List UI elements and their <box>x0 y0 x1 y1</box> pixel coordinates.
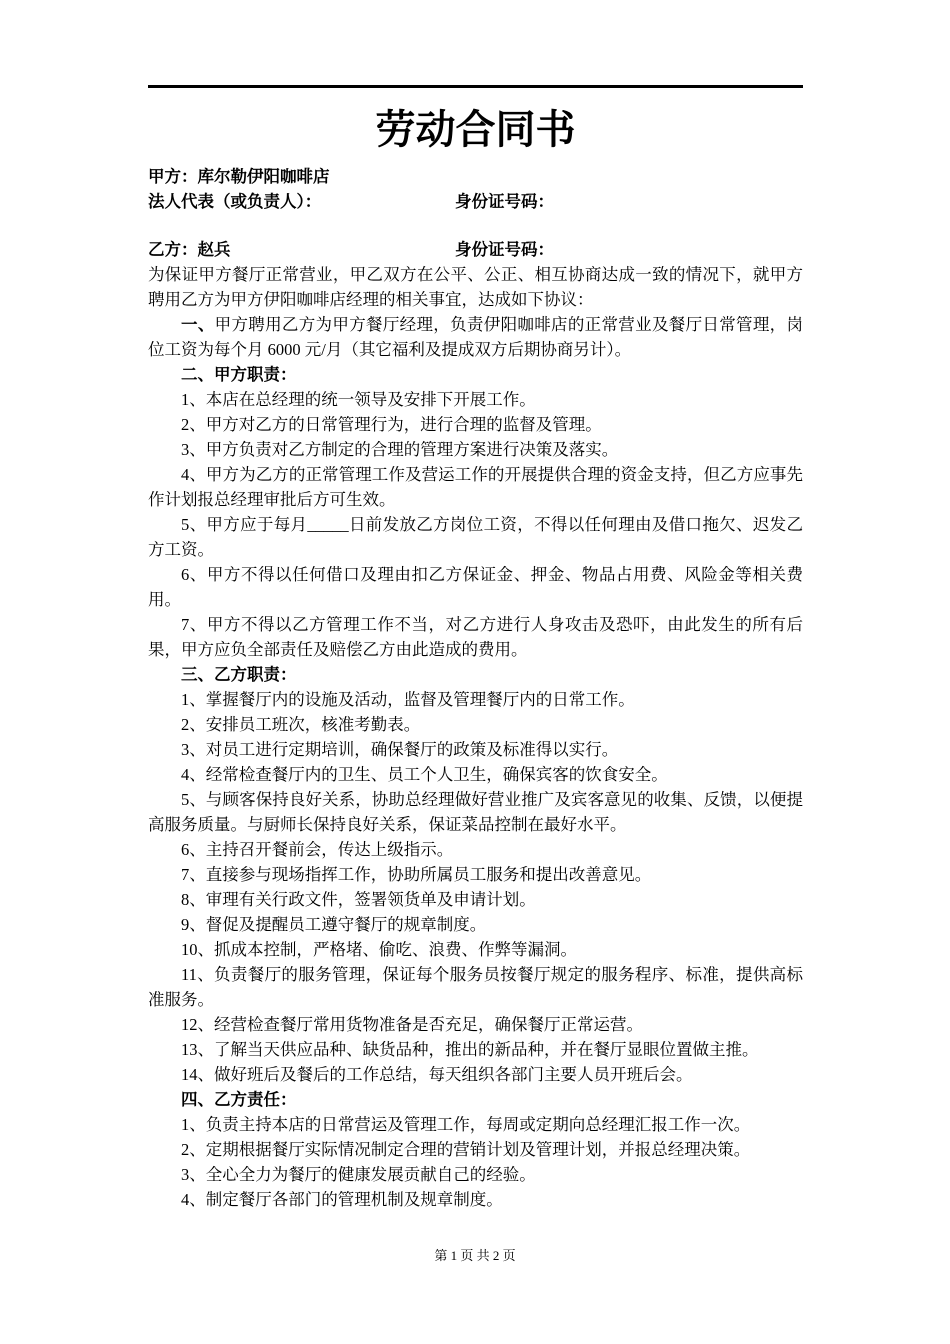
contract-item: 2、甲方对乙方的日常管理行为，进行合理的监督及管理。 <box>181 415 602 434</box>
clause-1-number: 一、 <box>181 315 215 334</box>
section-4-items <box>148 1112 803 1212</box>
legal-rep-line <box>148 189 803 214</box>
contract-item: 14、做好班后及餐后的工作总结，每天组织各部门主要人员开班后会。 <box>181 1065 693 1084</box>
section-2-items <box>148 387 803 662</box>
contract-item: 13、了解当天供应品种、缺货品种，推出的新品种，并在餐厅显眼位置做主推。 <box>181 1040 759 1059</box>
contract-item: 5、甲方应于每月_____日前发放乙方岗位工资，不得以任何理由及借口拖欠、迟发乙方工资。 <box>148 515 803 559</box>
id-number-b-label: 身份证号码： <box>455 240 554 259</box>
contract-item: 6、甲方不得以任何借口及理由扣乙方保证金、押金、物品占用费、风险金等相关费用。 <box>148 565 803 609</box>
section-2-heading: 二、甲方职责： <box>181 365 297 384</box>
section-4-heading: 四、乙方责任： <box>181 1090 297 1109</box>
header-rule <box>148 85 803 88</box>
contract-item: 12、经营检查餐厅常用货物准备是否充足，确保餐厅正常运营。 <box>181 1015 643 1034</box>
contract-item: 4、制定餐厅各部门的管理机制及规章制度。 <box>181 1190 503 1209</box>
clause-1 <box>148 312 803 362</box>
contract-item: 2、定期根据餐厅实际情况制定合理的营销计划及管理计划，并报总经理决策。 <box>181 1140 751 1159</box>
contract-item: 7、甲方不得以乙方管理工作不当，对乙方进行人身攻击及恐吓，由此发生的所有后果，甲方应负全部责任及赔偿乙方由此造成的费用。 <box>148 615 803 659</box>
contract-item: 4、甲方为乙方的正常管理工作及营运工作的开展提供合理的资金支持，但乙方应事先作计划报总经理审批后方可生效。 <box>148 465 803 509</box>
contract-item: 4、经常检查餐厅内的卫生、员工个人卫生，确保宾客的饮食安全。 <box>181 765 668 784</box>
contract-item: 1、本店在总经理的统一领导及安排下开展工作。 <box>181 390 536 409</box>
contract-item: 10、抓成本控制，严格堵、偷吃、浪费、作弊等漏洞。 <box>181 940 577 959</box>
contract-item: 11、负责餐厅的服务管理，保证每个服务员按餐厅规定的服务程序、标准，提供高标准服务。 <box>148 965 803 1009</box>
contract-item: 1、负责主持本店的日常营运及管理工作，每周或定期向总经理汇报工作一次。 <box>181 1115 751 1134</box>
contract-content <box>148 0 803 1212</box>
contract-item: 9、督促及提醒员工遵守餐厅的规章制度。 <box>181 915 487 934</box>
document-title: 劳动合同书 <box>375 107 576 152</box>
id-number-a-label: 身份证号码： <box>455 192 554 211</box>
section-3-items <box>148 687 803 1087</box>
contract-item: 2、安排员工班次，核准考勤表。 <box>181 715 421 734</box>
contract-item: 3、对员工进行定期培训，确保餐厅的政策及标准得以实行。 <box>181 740 619 759</box>
section-3-heading: 三、乙方职责： <box>181 665 297 684</box>
intro-paragraph: 为保证甲方餐厅正常营业，甲乙双方在公平、公正、相互协商达成一致的情况下，就甲方聘用乙方为甲方伊阳咖啡店经理的相关事宜，达成如下协议： <box>148 265 803 309</box>
contract-item: 1、掌握餐厅内的设施及活动，监督及管理餐厅内的日常工作。 <box>181 690 635 709</box>
contract-item: 3、甲方负责对乙方制定的合理的管理方案进行决策及落实。 <box>181 440 619 459</box>
party-a-line <box>148 164 803 189</box>
contract-item: 3、全心全力为餐厅的健康发展贡献自己的经验。 <box>181 1165 536 1184</box>
party-b-label: 乙方：赵兵 <box>148 240 231 259</box>
party-b-line <box>148 237 803 262</box>
contract-item: 5、与顾客保持良好关系，协助总经理做好营业推广及宾客意见的收集、反馈，以便提高服务质量。与厨师长保持良好关系，保证菜品控制在最好水平。 <box>148 790 803 834</box>
clause-1-text: 甲方聘用乙方为甲方餐厅经理，负责伊阳咖啡店的正常营业及餐厅日常管理，岗位工资为每个月 6000 元/月（其它福利及提成双方后期协商另计）。 <box>148 315 804 359</box>
contract-item: 7、直接参与现场指挥工作，协助所属员工服务和提出改善意见。 <box>181 865 652 884</box>
party-a-label: 甲方：库尔勒伊阳咖啡店 <box>148 167 330 186</box>
legal-rep-label: 法人代表（或负责人）： <box>148 192 322 211</box>
contract-item: 8、审理有关行政文件，签署领货单及申请计划。 <box>181 890 536 909</box>
contract-item: 6、主持召开餐前会，传达上级指示。 <box>181 840 454 859</box>
page-footer: 第 1 页 共 2 页 <box>434 1248 516 1263</box>
